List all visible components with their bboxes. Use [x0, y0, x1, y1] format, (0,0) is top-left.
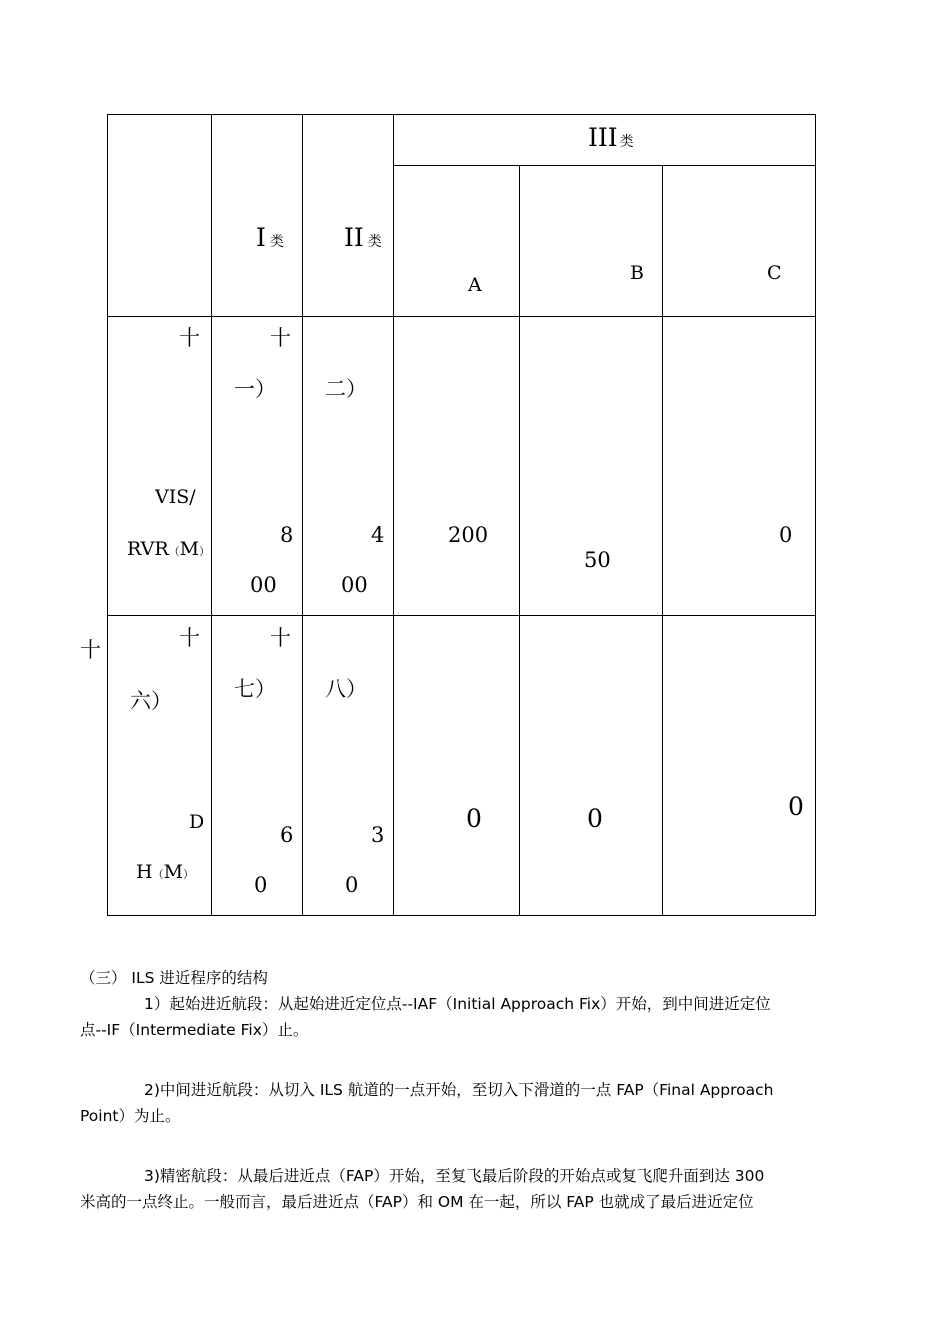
header-cat1-suffix: 类	[269, 234, 284, 250]
outer-mark: 十	[80, 638, 101, 662]
table-rule-row1-bottom	[107, 615, 816, 616]
row1-c2-mid: 二）	[325, 377, 367, 401]
row2-unit: M	[163, 861, 184, 883]
table-border-top	[107, 114, 816, 115]
row1-c2-val-2: 00	[341, 573, 368, 597]
row2-c1-val-1: 6	[280, 823, 294, 847]
row2-unit-close: ）	[183, 868, 195, 881]
row2-c4-val: 0	[587, 804, 603, 833]
row2-unit-open: （	[152, 868, 164, 881]
row1-num-top: 十	[179, 326, 200, 350]
paragraph-2-line-2: Point）为止。	[80, 1107, 181, 1125]
header-sub-b: B	[630, 262, 644, 284]
header-sub-c: C	[767, 262, 782, 284]
table-rule-header-bottom	[107, 316, 816, 317]
row1-unit-close: ）	[199, 545, 211, 558]
table-rule-col3	[393, 114, 394, 915]
row1-c4-val: 50	[584, 548, 611, 572]
header-cat3-roman: III	[588, 123, 618, 152]
paragraph-3-line-2: 米高的一点终止。一般而言，最后进近点（FAP）和 OM 在一起，所以 FAP 也就成了最后进近定位	[80, 1193, 754, 1211]
table-rule-col2	[302, 114, 303, 915]
paragraph-1-line-2: 点--IF（Intermediate Fix）止。	[80, 1021, 309, 1039]
section-heading-text: （三） ILS 进近程序的结构	[80, 969, 268, 987]
table-rule-cat3-header	[393, 165, 816, 166]
row1-c1-top: 十	[270, 326, 291, 350]
row1-c3-val: 200	[448, 523, 489, 547]
table-rule-col4	[519, 165, 520, 915]
header-cat1	[256, 223, 284, 252]
paragraph-1	[80, 991, 810, 1043]
header-cat3-suffix: 类	[619, 134, 634, 150]
row2-c3-val: 0	[466, 804, 482, 833]
table-rule-col5	[662, 165, 663, 915]
table-rule-col1	[211, 114, 212, 915]
row1-label-line2	[127, 538, 210, 560]
row2-c1-val-2: 0	[254, 873, 268, 897]
table-border-bottom	[107, 915, 816, 916]
header-cat2-roman: II	[344, 223, 364, 252]
header-cat1-roman: I	[256, 223, 266, 252]
row2-c2-mid: 八）	[325, 677, 367, 701]
row2-label-text: H	[136, 861, 153, 883]
paragraph-2-line-1: 2)中间进近航段：从切入 ILS 航道的一点开始，至切入下滑道的一点 FAP（Final Approach	[144, 1081, 774, 1099]
row2-c1-mid: 七）	[234, 677, 276, 701]
row2-num-top: 十	[179, 626, 200, 650]
row2-c2-val-1: 3	[371, 823, 385, 847]
header-cat2-suffix: 类	[367, 234, 382, 250]
table-border-right	[815, 114, 816, 915]
paragraph-3-line-1: 3)精密航段：从最后进近点（FAP）开始，至复飞最后阶段的开始点或复飞爬升面到达 300	[144, 1167, 765, 1185]
header-cat2	[344, 223, 382, 252]
paragraph-1-line-1: 1）起始进近航段：从起始进近定位点--IAF（Initial Approach Fix）开始，到中间进近定位	[144, 995, 771, 1013]
row2-label-line2	[136, 861, 194, 883]
row2-c5-val: 0	[788, 792, 804, 821]
table-border-left	[107, 114, 108, 915]
header-sub-a: A	[468, 274, 482, 296]
row1-c1-mid: 一）	[234, 377, 276, 401]
row1-unit-open: （	[168, 545, 180, 558]
row1-c1-val-2: 00	[250, 573, 277, 597]
row1-c5-val: 0	[779, 523, 793, 547]
row2-label-line1: D	[189, 811, 205, 833]
row1-label-text: RVR	[127, 538, 169, 560]
row1-c2-val-1: 4	[371, 523, 385, 547]
row2-num-mid: 六）	[130, 689, 172, 713]
header-cat3	[588, 123, 634, 152]
paragraph-2	[80, 1077, 810, 1129]
row1-unit: M	[179, 538, 200, 560]
paragraph-3	[80, 1163, 810, 1215]
row2-c1-top: 十	[270, 626, 291, 650]
row2-c2-val-2: 0	[345, 873, 359, 897]
row1-label-line1: VIS/	[155, 486, 196, 508]
section-heading	[80, 965, 810, 991]
row1-c1-val-1: 8	[280, 523, 294, 547]
